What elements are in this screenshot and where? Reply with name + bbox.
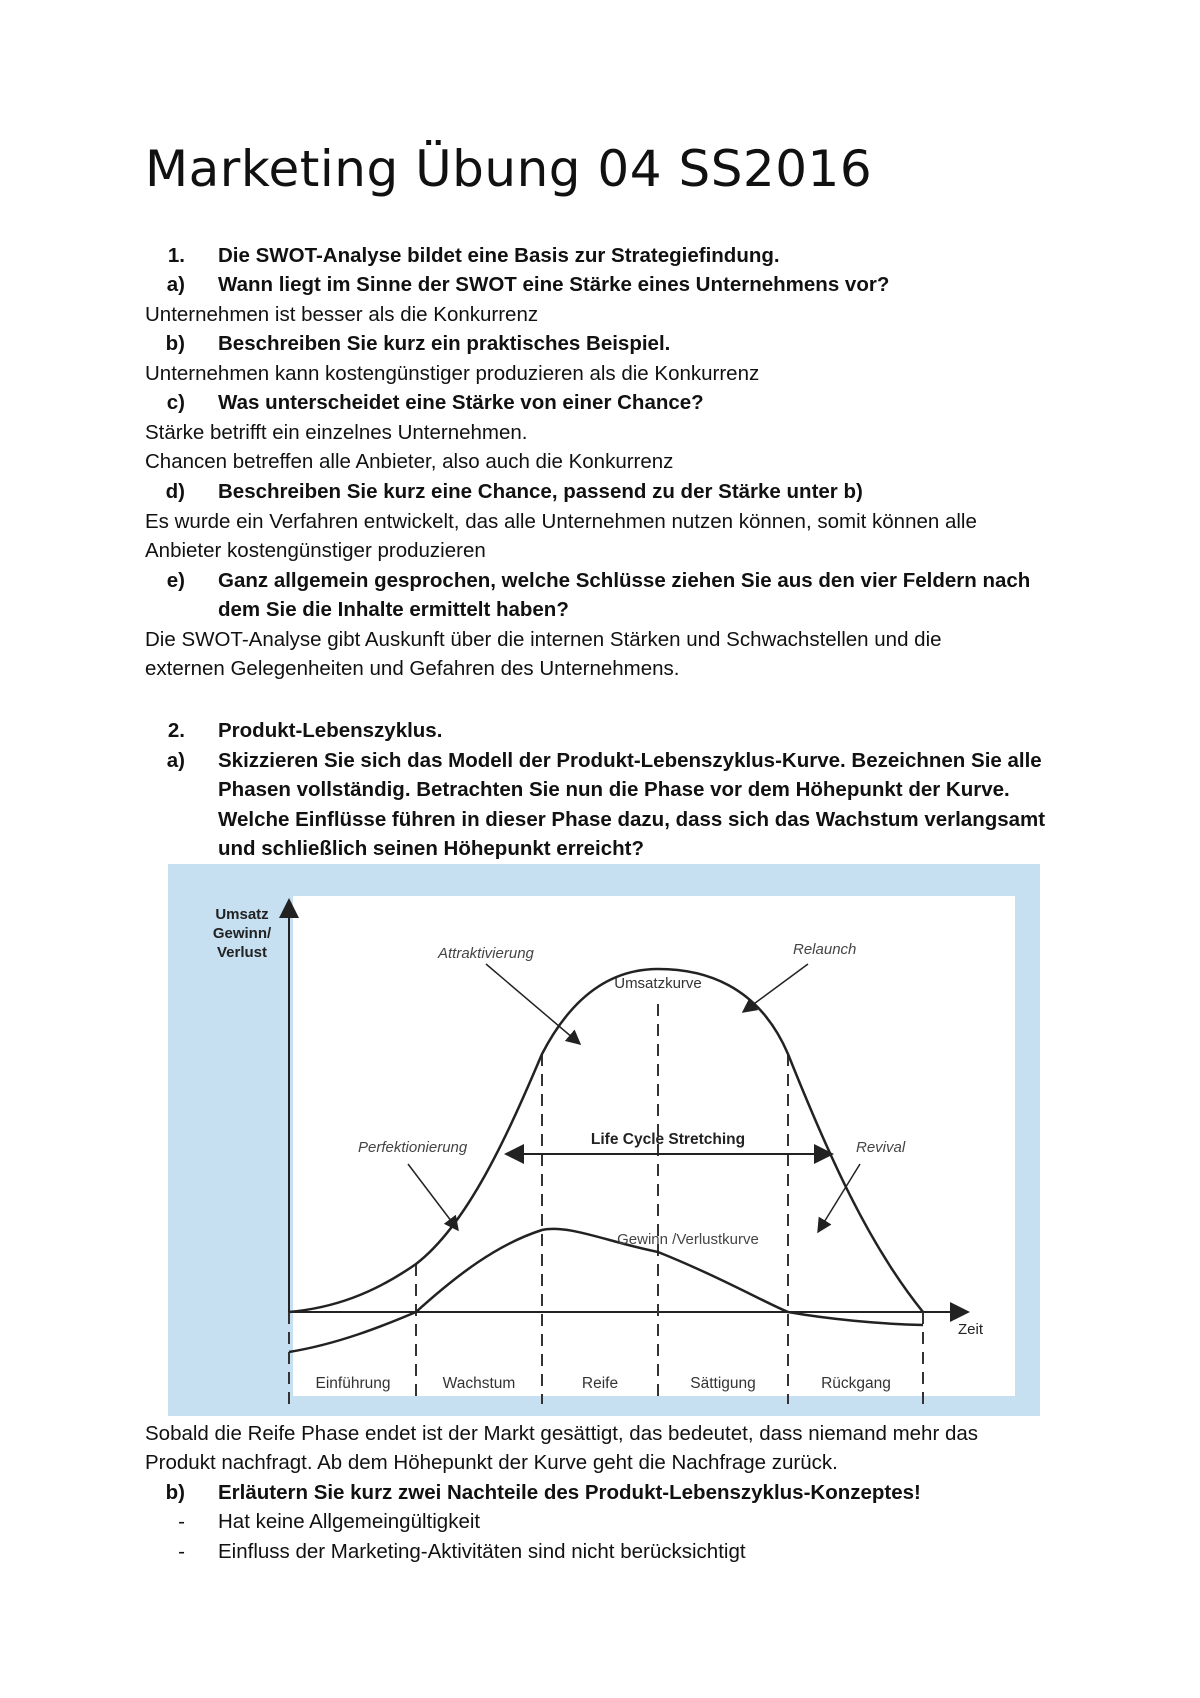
y-axis-label-line-2: Gewinn/ — [212, 925, 272, 942]
question-text: Phasen vollständig. Betrachten Sie nun die Phase vor dem Höhepunkt der Kurve. — [218, 778, 1010, 801]
question-label: d) — [165, 480, 185, 503]
page-title: Marketing Übung 04 SS2016 — [145, 140, 873, 198]
question-label: b) — [165, 332, 185, 355]
relaunch-label: Relaunch — [793, 941, 857, 958]
sales-curve-label: Umsatzkurve — [614, 975, 702, 992]
bullet-text: Hat keine Allgemeingültigkeit — [218, 1510, 481, 1533]
attraktivierung-label: Attraktivierung — [438, 945, 534, 962]
revival-label: Revival — [856, 1139, 906, 1156]
phase-label-rueckgang: Rückgang — [821, 1375, 891, 1392]
question-label: c) — [166, 391, 185, 414]
answer-1e-line-2: externen Gelegenheiten und Gefahren des Unternehmens. — [145, 657, 680, 680]
answer-1c-line-2: Chancen betreffen alle Anbieter, also auch die Konkurrenz — [145, 450, 674, 473]
answer-1d-line-2: Anbieter kostengünstiger produzieren — [145, 539, 486, 562]
section-2-heading-text: Produkt-Lebenszyklus. — [218, 719, 443, 742]
perfektionierung-arrow — [408, 1164, 458, 1230]
question-text: Beschreiben Sie kurz eine Chance, passend zu der Stärke unter b) — [218, 480, 863, 503]
question-text: Was unterscheidet eine Stärke von einer Chance? — [218, 391, 704, 414]
phase-label-wachstum: Wachstum — [442, 1375, 516, 1392]
question-text: Beschreiben Sie kurz ein praktisches Beispiel. — [218, 332, 671, 355]
question-text: und schließlich seinen Höhepunkt erreicht? — [218, 837, 645, 860]
question-label: a) — [166, 273, 185, 296]
relaunch-arrow — [743, 964, 808, 1012]
perfektionierung-label: Perfektionierung — [358, 1139, 468, 1156]
bullet-marker: - — [178, 1540, 185, 1563]
bullet-marker: - — [178, 1510, 185, 1533]
attraktivierung-arrow — [486, 964, 580, 1044]
answer-2a-line-2: Produkt nachfragt. Ab dem Höhepunkt der Kurve geht die Nachfrage zurück. — [145, 1451, 838, 1474]
question-text: dem Sie die Inhalte ermittelt haben? — [218, 598, 569, 621]
profit-curve — [289, 1229, 923, 1352]
phase-label-einfuehrung: Einführung — [315, 1375, 391, 1392]
section-1-number: 1. — [167, 244, 185, 267]
phase-label-saettigung: Sättigung — [690, 1375, 756, 1392]
y-axis-label-line-3: Verlust — [216, 944, 268, 961]
question-text: Erläutern Sie kurz zwei Nachteile des Produkt-Lebenszyklus-Konzeptes! — [218, 1481, 921, 1504]
answer-1a: Unternehmen ist besser als die Konkurrenz — [145, 303, 539, 326]
answer-1b: Unternehmen kann kostengünstiger produzieren als die Konkurrenz — [145, 362, 760, 385]
question-text: Wann liegt im Sinne der SWOT eine Stärke eines Unternehmens vor? — [218, 273, 890, 296]
question-text: Skizzieren Sie sich das Modell der Produkt-Lebenszyklus-Kurve. Bezeichnen Sie alle — [218, 749, 1042, 772]
life-cycle-diagram — [168, 864, 1040, 1416]
question-label: b) — [165, 1481, 185, 1504]
phase-label-reife: Reife — [581, 1375, 619, 1392]
answer-1e-line-1: Die SWOT-Analyse gibt Auskunft über die internen Stärken und Schwachstellen und die — [145, 628, 942, 651]
profit-curve-label: Gewinn /Verlustkurve — [617, 1231, 759, 1248]
phase-dividers — [289, 1004, 923, 1404]
section-2-number: 2. — [167, 719, 185, 742]
y-axis-label-line-1: Umsatz — [215, 906, 269, 923]
question-text: Welche Einflüsse führen in dieser Phase dazu, dass sich das Wachstum verlangsamt — [218, 808, 1046, 831]
question-text: Ganz allgemein gesprochen, welche Schlüsse ziehen Sie aus den vier Feldern nach — [218, 569, 1031, 592]
question-label: e) — [166, 569, 185, 592]
answer-2a-line-1: Sobald die Reife Phase endet ist der Markt gesättigt, das bedeutet, dass niemand mehr das — [145, 1422, 979, 1445]
x-axis-label: Zeit — [958, 1321, 984, 1338]
section-1-heading-text: Die SWOT-Analyse bildet eine Basis zur Strategiefindung. — [218, 244, 780, 267]
stretching-label: Life Cycle Stretching — [590, 1131, 746, 1148]
question-label: a) — [166, 749, 185, 772]
bullet-text: Einfluss der Marketing-Aktivitäten sind nicht berücksichtigt — [218, 1540, 746, 1563]
answer-1c-line-1: Stärke betrifft ein einzelnes Unternehmen. — [145, 421, 528, 444]
answer-1d-line-1: Es wurde ein Verfahren entwickelt, das alle Unternehmen nutzen können, somit können alle — [145, 510, 977, 533]
life-cycle-figure — [168, 864, 1040, 1416]
